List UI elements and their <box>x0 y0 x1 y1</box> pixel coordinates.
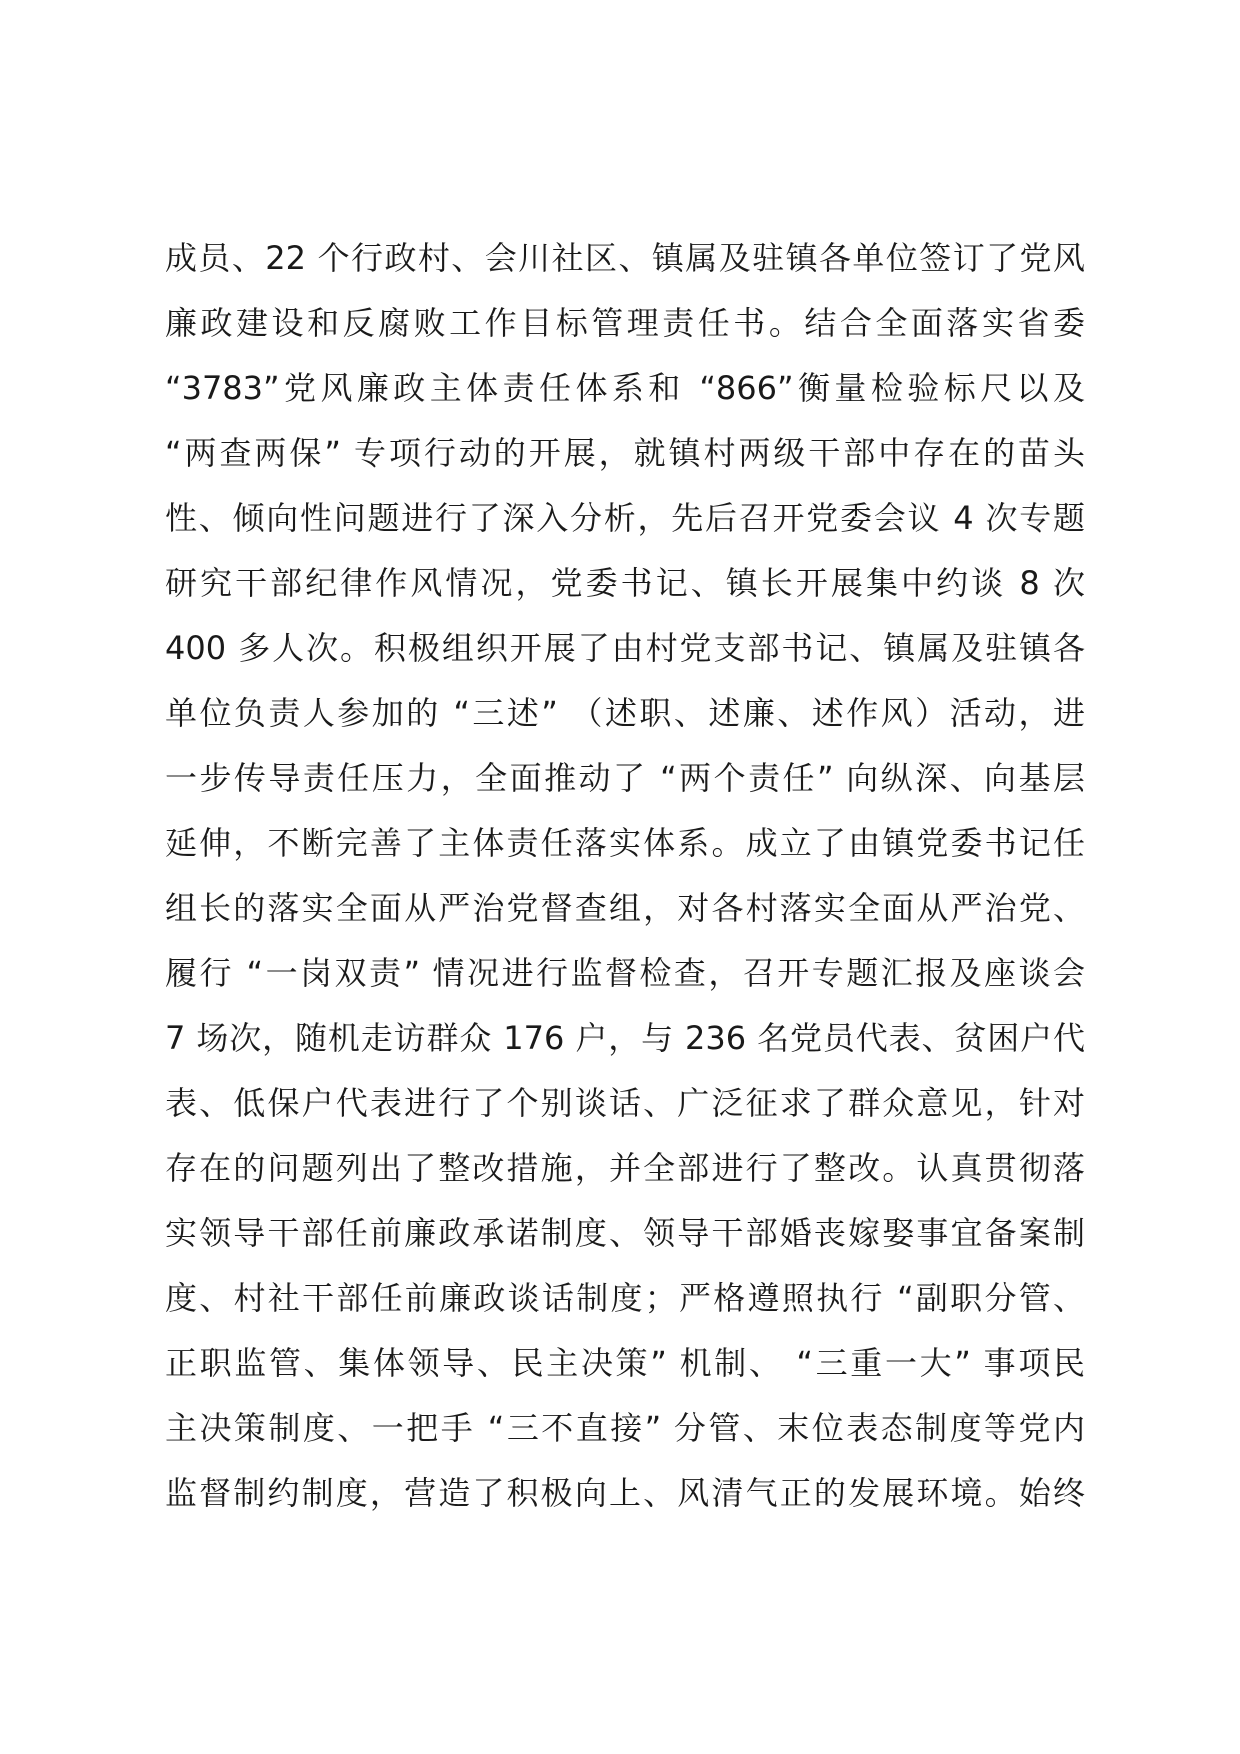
text-line: 实领导干部任前廉政承诺制度、领导干部婚丧嫁娶事宜备案制 <box>165 1214 1085 1252</box>
text-line: “两查两保” 专项行动的开展，就镇村两级干部中存在的苗头 <box>165 434 1085 472</box>
text-line: 监督制约制度，营造了积极向上、风清气正的发展环境。始终 <box>165 1474 1085 1512</box>
text-line: 廉政建设和反腐败工作目标管理责任书。结合全面落实省委 <box>165 304 1085 342</box>
text-line: 度、村社干部任前廉政谈话制度；严格遵照执行 “副职分管、 <box>165 1279 1085 1317</box>
body-paragraph <box>165 226 1085 1526</box>
text-line: 存在的问题列出了整改措施，并全部进行了整改。认真贯彻落 <box>165 1149 1085 1187</box>
text-line: 正职监管、集体领导、民主决策” 机制、 “三重一大” 事项民 <box>165 1344 1085 1382</box>
text-line: “3783”党风廉政主体责任体系和 “866”衡量检验标尺以及 <box>165 369 1085 407</box>
text-line: 成员、22 个行政村、会川社区、镇属及驻镇各单位签订了党风 <box>165 239 1085 277</box>
text-line: 组长的落实全面从严治党督查组，对各村落实全面从严治党、 <box>165 889 1085 927</box>
text-line: 延伸，不断完善了主体责任落实体系。成立了由镇党委书记任 <box>165 824 1085 862</box>
text-line: 一步传导责任压力，全面推动了 “两个责任” 向纵深、向基层 <box>165 759 1085 797</box>
text-line: 性、倾向性问题进行了深入分析，先后召开党委会议 4 次专题 <box>165 499 1085 537</box>
text-line: 单位负责人参加的 “三述” （述职、述廉、述作风）活动，进 <box>165 694 1085 732</box>
text-line: 7 场次，随机走访群众 176 户，与 236 名党员代表、贫困户代 <box>165 1019 1085 1057</box>
text-line: 履行 “一岗双责” 情况进行监督检查，召开专题汇报及座谈会 <box>165 954 1085 992</box>
text-line: 表、低保户代表进行了个别谈话、广泛征求了群众意见，针对 <box>165 1084 1085 1122</box>
text-line: 主决策制度、一把手 “三不直接” 分管、末位表态制度等党内 <box>165 1409 1085 1447</box>
text-line: 研究干部纪律作风情况，党委书记、镇长开展集中约谈 8 次 <box>165 564 1085 602</box>
text-line: 400 多人次。积极组织开展了由村党支部书记、镇属及驻镇各 <box>165 629 1085 667</box>
